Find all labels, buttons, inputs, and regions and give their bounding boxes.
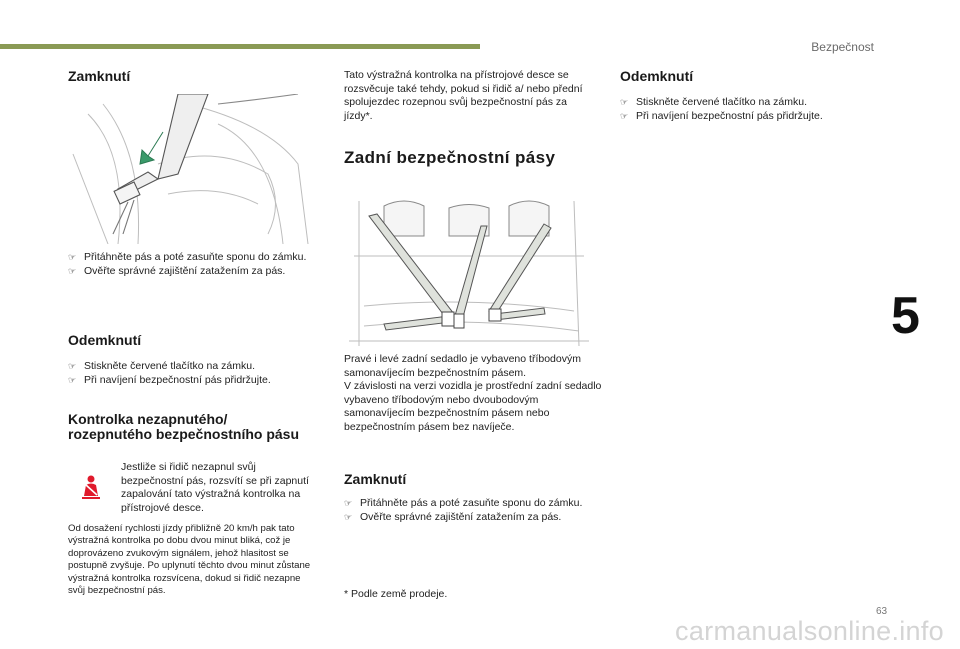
list-item: ☞ Ověřte správné zajištění zatažením za pás.: [344, 510, 562, 523]
list-item: ☞ Přitáhněte pás a poté zasuňte sponu do zámku.: [344, 497, 583, 509]
finger-pointer-icon: ☞: [68, 252, 77, 262]
finger-pointer-icon: ☞: [68, 265, 77, 276]
list-item: ☞ Stiskněte červené tlačítko na zámku.: [68, 360, 255, 372]
right-unlock-steps: [620, 96, 870, 123]
left-lock-steps: [68, 251, 318, 278]
right-unlock-heading: Odemknutí: [620, 68, 694, 84]
front-seatbelt-illustration: [68, 94, 318, 244]
rear-seatbelts-heading: Zadní bezpečnostní pásy: [344, 148, 556, 167]
list-item: ☞ Ověřte správné zajištění zatažením za pás.: [68, 264, 286, 277]
rear-text-1: Pravé i levé zadní sedadlo je vybaveno tříbodovým samonavíjecím bezpečnostním pásem.: [344, 353, 581, 379]
section-title: Bezpečnost: [811, 40, 874, 54]
list-item: ☞ Stiskněte červené tlačítko na zámku.: [620, 96, 807, 108]
warning-text: Jestliže si řidič nezapnul svůj bezpečnostní pás, rozsvítí se při zapnutí zapalování tato výstražná kontrolka na přístrojové desce.: [121, 461, 309, 514]
rear-seatbelts-illustration: [344, 196, 594, 346]
page-number: 63: [876, 606, 888, 617]
footnote: * Podle země prodeje.: [344, 588, 448, 600]
seatbelt-warning-icon: [78, 474, 104, 500]
finger-pointer-icon: ☞: [344, 498, 353, 508]
finger-pointer-icon: ☞: [68, 374, 77, 385]
list-item: ☞ Při navíjení bezpečnostní pás přidržujte.: [68, 373, 271, 386]
watermark: carmanualsonline.info: [675, 616, 944, 646]
middle-lock-steps: [344, 497, 604, 524]
chapter-number: 5: [891, 287, 920, 345]
list-item: ☞ Při navíjení bezpečnostní pás přidržujte.: [620, 109, 823, 122]
middle-lock-heading: Zamknutí: [344, 471, 407, 487]
finger-pointer-icon: ☞: [344, 511, 353, 522]
finger-pointer-icon: ☞: [68, 361, 77, 371]
finger-pointer-icon: ☞: [620, 110, 629, 121]
finger-pointer-icon: ☞: [620, 97, 629, 107]
left-unlock-steps: [68, 360, 318, 387]
speed-note: Od dosažení rychlosti jízdy přibližně 20 km/h pak tato výstražná kontrolka po dobu dvou minut bliká, což je doprovázeno zvukovým signálem, jehož hlasitost se postupně zvyšuje. Po uplynutí těchto dvou minut zůstane výstražná kontrolka rozsvícena, dokud si řidič nezapne svůj bezpečnostní pás.: [68, 523, 311, 597]
warning-heading: Kontrolka nezapnutého/ rozepnutého bezpečnostního pásu: [68, 411, 300, 442]
header-accent-bar: [0, 44, 480, 49]
intro-text: Tato výstražná kontrolka na přístrojové desce se rozsvěcuje také tehdy, pokud si řidič a/ nebo přední spolujezdec rozepnou svůj bezpečnostní pás za jízdy*.: [344, 69, 583, 122]
list-item: ☞ Přitáhněte pás a poté zasuňte sponu do zámku.: [68, 251, 307, 263]
rear-text: [344, 353, 604, 434]
rear-text-2: V závislosti na verzi vozidla je prostřední zadní sedadlo vybaveno tříbodovým nebo dvoubodovým samonavíjecím bezpečnostním pásem nebo bezpečnostním pásem bez navíječe.: [344, 380, 602, 433]
insert-arrow-icon: [140, 132, 163, 164]
left-unlock-heading: Odemknutí: [68, 332, 142, 348]
left-lock-heading: Zamknutí: [68, 68, 131, 84]
